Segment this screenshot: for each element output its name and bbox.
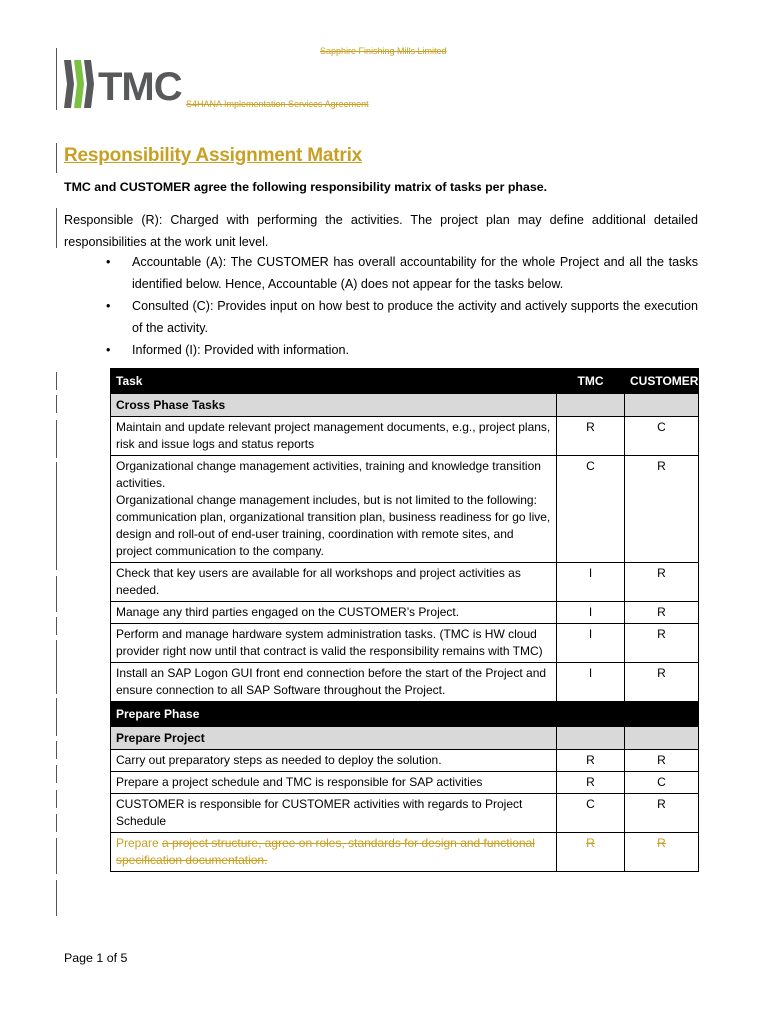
revision-bar <box>56 420 57 458</box>
revision-bar <box>56 790 57 808</box>
tmc-cell: R <box>557 750 625 772</box>
task-cell: Manage any third parties engaged on the CUSTOMER’s Project. <box>111 602 557 624</box>
table-row <box>111 750 699 772</box>
phase-row <box>111 702 699 727</box>
table-header-row <box>111 369 699 394</box>
task-cell: Perform and manage hardware system administration tasks. (TMC is HW cloud provider right now until that contract is valid the responsibility remains with TMC) <box>111 624 557 663</box>
bullet-icon: • <box>106 343 111 357</box>
page-title: Responsibility Assignment Matrix <box>64 145 363 166</box>
table-row <box>111 563 699 602</box>
table-row-deleted <box>111 833 699 872</box>
revision-bar <box>56 814 57 832</box>
phase-label: Prepare Phase <box>111 702 699 727</box>
customer-cell: R <box>625 663 699 702</box>
customer-cell: R <box>625 602 699 624</box>
tmc-cell: C <box>557 456 625 563</box>
revision-bar <box>56 48 57 110</box>
revision-bar <box>56 698 57 736</box>
customer-cell: R <box>625 563 699 602</box>
revision-bar <box>56 395 57 413</box>
table-row <box>111 772 699 794</box>
task-cell: Organizational change management activities, training and knowledge transition activities. Organizational change management includes, but is not limited to the following: communication plan, organizational transition plan, business readiness for go live, design and roll-out of end-user training, coordination with remote sites, and project communication to the company. <box>111 456 557 563</box>
task-cell: Maintain and update relevant project management documents, e.g., project plans, risk and issue logs and status reports <box>111 417 557 456</box>
svg-text:TMC: TMC <box>98 65 182 109</box>
table-row <box>111 794 699 833</box>
group-label: Prepare Project <box>111 727 557 750</box>
list-item: • Accountable (A): The CUSTOMER has overall accountability for the whole Project and all the tasks identified below. Hence, Accountable (A) does not appear for the tasks below. <box>106 251 698 295</box>
customer-cell: C <box>625 417 699 456</box>
customer-cell: R <box>625 624 699 663</box>
definition-list <box>106 251 698 361</box>
revision-bar <box>56 462 57 570</box>
table-row <box>111 417 699 456</box>
tmc-logo <box>62 58 192 110</box>
revision-bar <box>56 741 57 759</box>
revision-bar <box>56 576 57 612</box>
responsibility-matrix <box>110 368 699 872</box>
customer-cell: R <box>625 456 699 563</box>
bullet-icon: • <box>106 255 111 269</box>
revision-bar <box>56 765 57 783</box>
table-row <box>111 456 699 563</box>
revision-bar <box>56 640 57 694</box>
header-customer: CUSTOMER <box>625 369 699 394</box>
header-tmc: TMC <box>557 369 625 394</box>
task-cell: Install an SAP Logon GUI front end connection before the start of the Project and ensure connection to all SAP Software throughout the Project. <box>111 663 557 702</box>
revision-bar <box>56 208 57 248</box>
tmc-logo-mark <box>62 58 192 110</box>
table-row <box>111 602 699 624</box>
revision-bar <box>56 617 57 635</box>
tmc-cell: I <box>557 624 625 663</box>
tmc-cell: R <box>557 833 625 872</box>
tmc-cell: I <box>557 663 625 702</box>
bullet-icon: • <box>106 299 111 313</box>
task-cell: Carry out preparatory steps as needed to deploy the solution. <box>111 750 557 772</box>
task-cell: Prepare a project schedule and TMC is responsible for SAP activities <box>111 772 557 794</box>
customer-cell: R <box>625 794 699 833</box>
table-row <box>111 624 699 663</box>
revision-bar <box>56 143 57 173</box>
task-cell: Check that key users are available for all workshops and project activities as needed. <box>111 563 557 602</box>
group-row <box>111 727 699 750</box>
responsible-definition: Responsible (R): Charged with performing the activities. The project plan may define additional detailed responsibilities at the work unit level. <box>64 213 698 249</box>
revision-bar <box>56 838 57 874</box>
header-task: Task <box>111 369 557 394</box>
tmc-cell: I <box>557 563 625 602</box>
tmc-cell: R <box>557 772 625 794</box>
task-cell: Prepare a project structure, agree on roles, standards for design and functional specification documentation. <box>111 833 557 872</box>
customer-cell: R <box>625 750 699 772</box>
customer-cell: R <box>625 833 699 872</box>
group-row <box>111 394 699 417</box>
tmc-cell: R <box>557 417 625 456</box>
tmc-cell: C <box>557 794 625 833</box>
list-item: • Consulted (C): Provides input on how best to produce the activity and actively supports the execution of the activity. <box>106 295 698 339</box>
company-name: Sapphire Finishing Mills Limited <box>320 46 447 56</box>
table-row <box>111 663 699 702</box>
intro-text: TMC and CUSTOMER agree the following responsibility matrix of tasks per phase. <box>64 180 548 194</box>
task-cell: CUSTOMER is responsible for CUSTOMER activities with regards to Project Schedule <box>111 794 557 833</box>
list-item: • Informed (I): Provided with information. <box>106 339 698 361</box>
page-number: Page 1 of 5 <box>64 951 128 965</box>
revision-bar <box>56 880 57 916</box>
tmc-cell: I <box>557 602 625 624</box>
agreement-name: S4HANA Implementation Services Agreement <box>186 99 369 109</box>
revision-bar <box>56 372 57 390</box>
group-label: Cross Phase Tasks <box>111 394 557 417</box>
customer-cell: C <box>625 772 699 794</box>
